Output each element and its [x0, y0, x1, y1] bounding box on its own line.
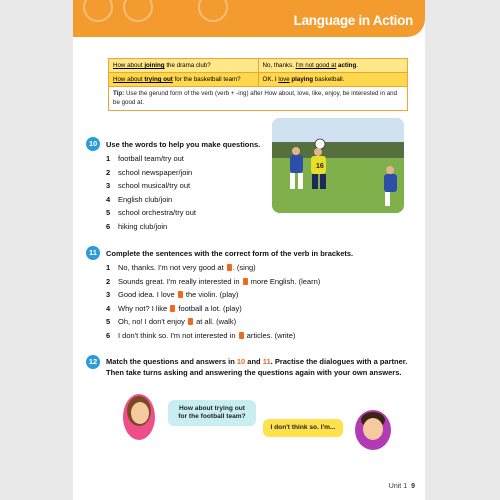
section-banner [73, 0, 425, 37]
exercise-11-instruction: Complete the sentences with the correct form of the verb in brackets. [106, 249, 354, 258]
exercise-10-list [106, 152, 196, 234]
ball-decoration-icon [83, 0, 113, 22]
exercise-11-list [106, 261, 320, 343]
list-item: 4 Why not? I like football a lot. (play) [106, 303, 242, 313]
boy-avatar [355, 410, 391, 450]
football-photo [272, 118, 404, 213]
grammar-question: How about joining the drama club? [109, 59, 258, 73]
list-item: 1 No, thanks. I'm not very good at . (sing) [106, 263, 256, 272]
list-item: 6 hiking club/join [106, 221, 168, 231]
list-item: 4 English club/join [106, 194, 173, 204]
answer-blank[interactable] [178, 291, 183, 298]
answer-blank[interactable] [227, 264, 232, 271]
answer-blank[interactable] [243, 278, 248, 285]
grammar-question: How about trying out for the basketball team? [109, 73, 258, 87]
answer-blank[interactable] [170, 305, 175, 312]
list-item: 5 school orchestra/try out [106, 208, 196, 218]
unit-label: Unit 1 [388, 483, 408, 490]
answer-blank[interactable] [188, 318, 193, 325]
ball-decoration-icon [123, 0, 153, 22]
exercise-12-instruction: Match the questions and answers in 10 and 11. Practise the dialogues with a partner. Then take turns asking and answering the questions again with your own answers. [106, 357, 408, 377]
list-item: 6 I don't think so. I'm not interested in articles. (write) [106, 330, 296, 340]
textbook-page [73, 0, 425, 500]
grammar-answer: No, thanks. I'm not good at acting. [258, 59, 407, 73]
list-item: 2 school newspaper/join [106, 167, 193, 177]
page-number: 9 [411, 483, 415, 490]
grammar-table [109, 59, 407, 87]
grammar-row [109, 59, 407, 73]
list-item: 5 Oh, no! I don't enjoy at all. (walk) [106, 317, 237, 327]
page-footer [389, 483, 415, 490]
exercise-number-11: 11 [86, 246, 100, 260]
grammar-answer: OK. I love playing basketball. [258, 73, 407, 87]
list-item: 3 school musical/try out [106, 181, 191, 191]
grammar-row [109, 73, 407, 87]
grammar-box [108, 58, 408, 111]
list-item: 2 Sounds great. I'm really interested in more English. (learn) [106, 276, 321, 286]
exercise-10-instruction: Use the words to help you make questions. [106, 140, 261, 149]
question-speech-bubble: How about trying out for the football team? [168, 400, 256, 426]
section-title: Language in Action [293, 13, 413, 28]
answer-blank[interactable] [239, 332, 244, 339]
exercise-number-12: 12 [86, 355, 100, 369]
exercise-number-10: 10 [86, 137, 100, 151]
grammar-tip: Tip: Use the gerund form of the verb (verb + -ing) after How about, love, like, enjoy, be interested in and be good at. [113, 90, 398, 106]
girl-avatar [123, 394, 155, 440]
football-players-illustration [272, 118, 404, 213]
ball-decoration-icon [198, 0, 228, 22]
answer-speech-bubble: I don't think so. I'm... [263, 419, 343, 437]
list-item: 3 Good idea. I love the violin. (play) [106, 290, 239, 300]
svg-text:16: 16 [316, 163, 324, 170]
list-item: 1 football team/try out [106, 154, 184, 163]
